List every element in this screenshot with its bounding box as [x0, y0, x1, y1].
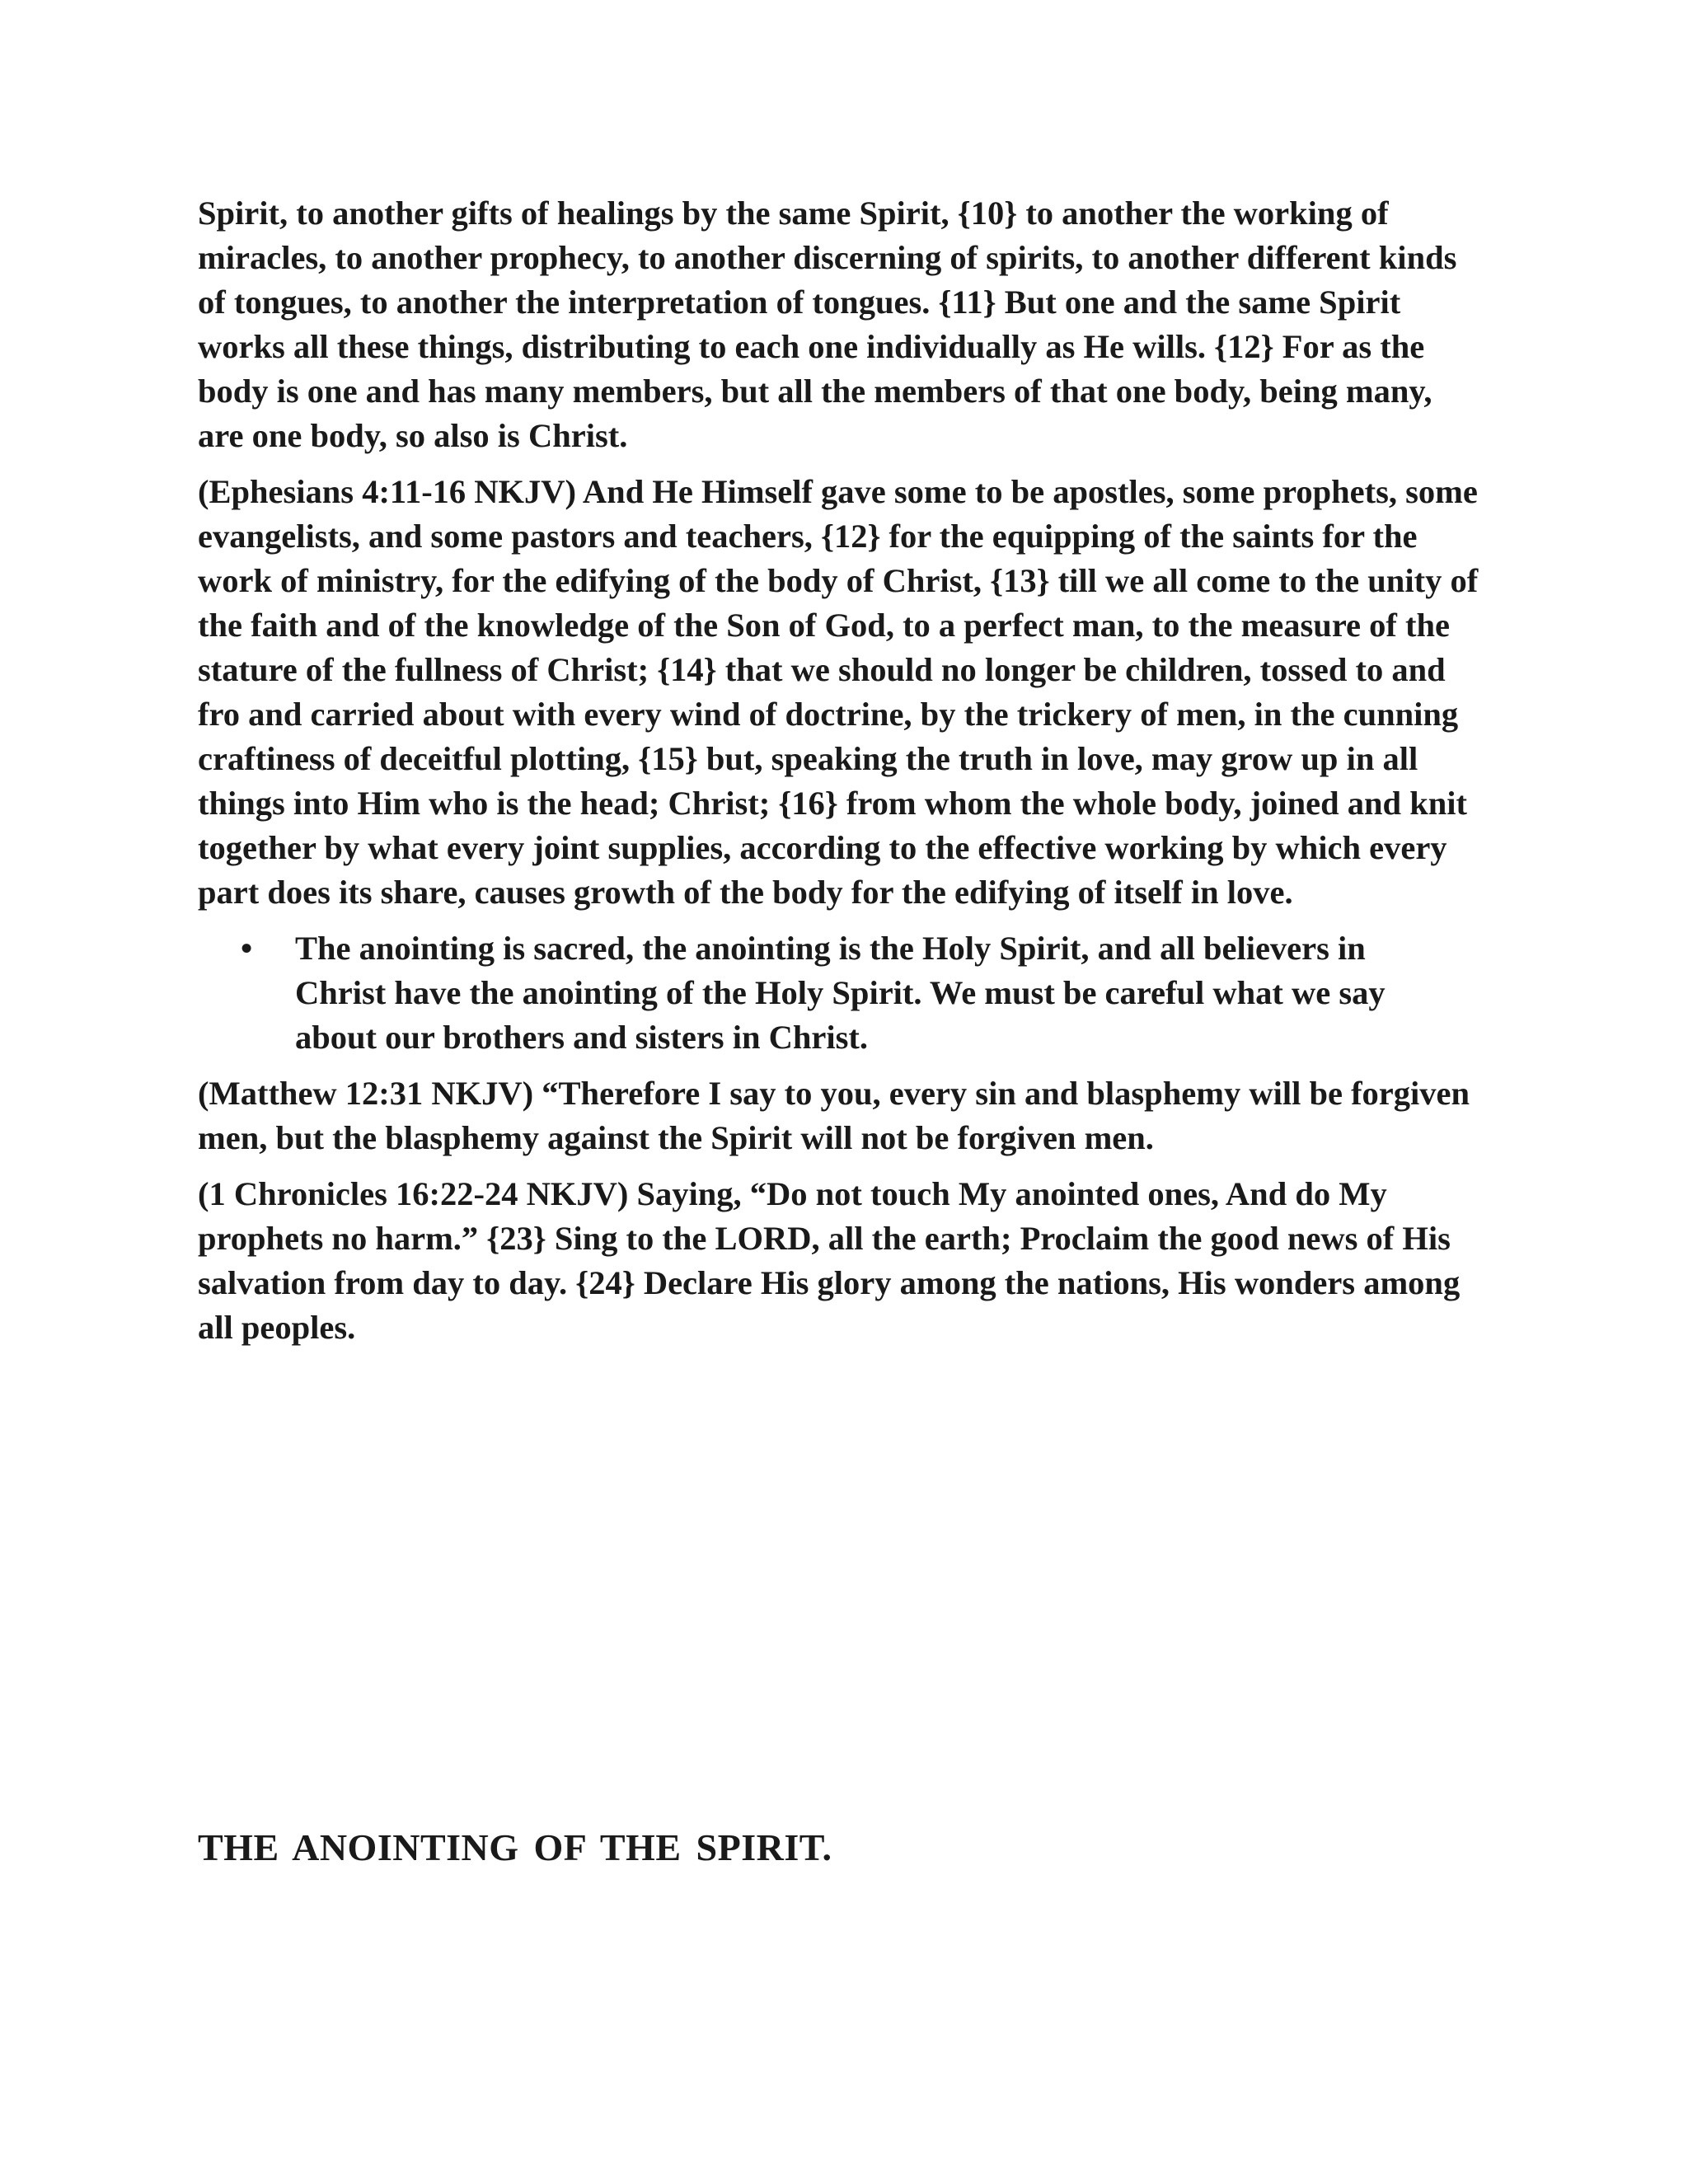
- paragraph-ephesians: (Ephesians 4:11-16 NKJV) And He Himself gave some to be apostles, some prophets, some evangelists, and some pastors and teachers, {12} for the equipping of the saints for the work of ministry, for the edifying of the body of Christ, {13} till we all come to the unity of the faith and of the knowledge of the Son of God, to a perfect man, to the measure of the stature of the fullness of Christ; {14} that we should no longer be children, tossed to and fro and carried about with every wind of doctrine, by the trickery of men, in the cunning craftiness of deceitful plotting, {15} but, speaking the truth in love, may grow up in all things into Him who is the head; Christ; {16} from whom the whole body, joined and knit together by what every joint supplies, according to the effective working by which every part does its share, causes growth of the body for the edifying of itself in love.: [198, 473, 1479, 911]
- bullet-marker: •: [241, 930, 253, 967]
- bullet-list: [198, 926, 1484, 1060]
- paragraph-matthew: (Matthew 12:31 NKJV) “Therefore I say to you, every sin and blasphemy will be forgiven men, but the blasphemy against the Spirit will not be forgiven men.: [198, 1075, 1470, 1156]
- paragraph-chronicles: (1 Chronicles 16:22-24 NKJV) Saying, “Do not touch My anointed ones, And do My prophets no harm.” {23} Sing to the LORD, all the earth; Proclaim the good news of His salvation from day to day. {24} Declare His glory among the nations, His wonders among all peoples.: [198, 1175, 1461, 1346]
- bullet-text: The anointing is sacred, the anointing is the Holy Spirit, and all believers in Christ have the anointing of the Holy Spirit. We must be careful what we say about our brothers and sisters in Christ.: [295, 930, 1386, 1056]
- paragraph-1-corinthians-continuation: Spirit, to another gifts of healings by the same Spirit, {10} to another the working of miracles, to another prophecy, to another discerning of spirits, to another different kinds of tongues, to another the interpretation of tongues. {11} But one and the same Spirit works all these things, distributing to each one individually as He wills. {12} For as the body is one and has many members, but all the members of that one body, being many, are one body, so also is Christ.: [198, 194, 1457, 454]
- section-heading: THE ANOINTING OF THE SPIRIT.: [198, 1826, 832, 1868]
- bullet-item: [198, 926, 1484, 1060]
- document-body: [198, 191, 1484, 1361]
